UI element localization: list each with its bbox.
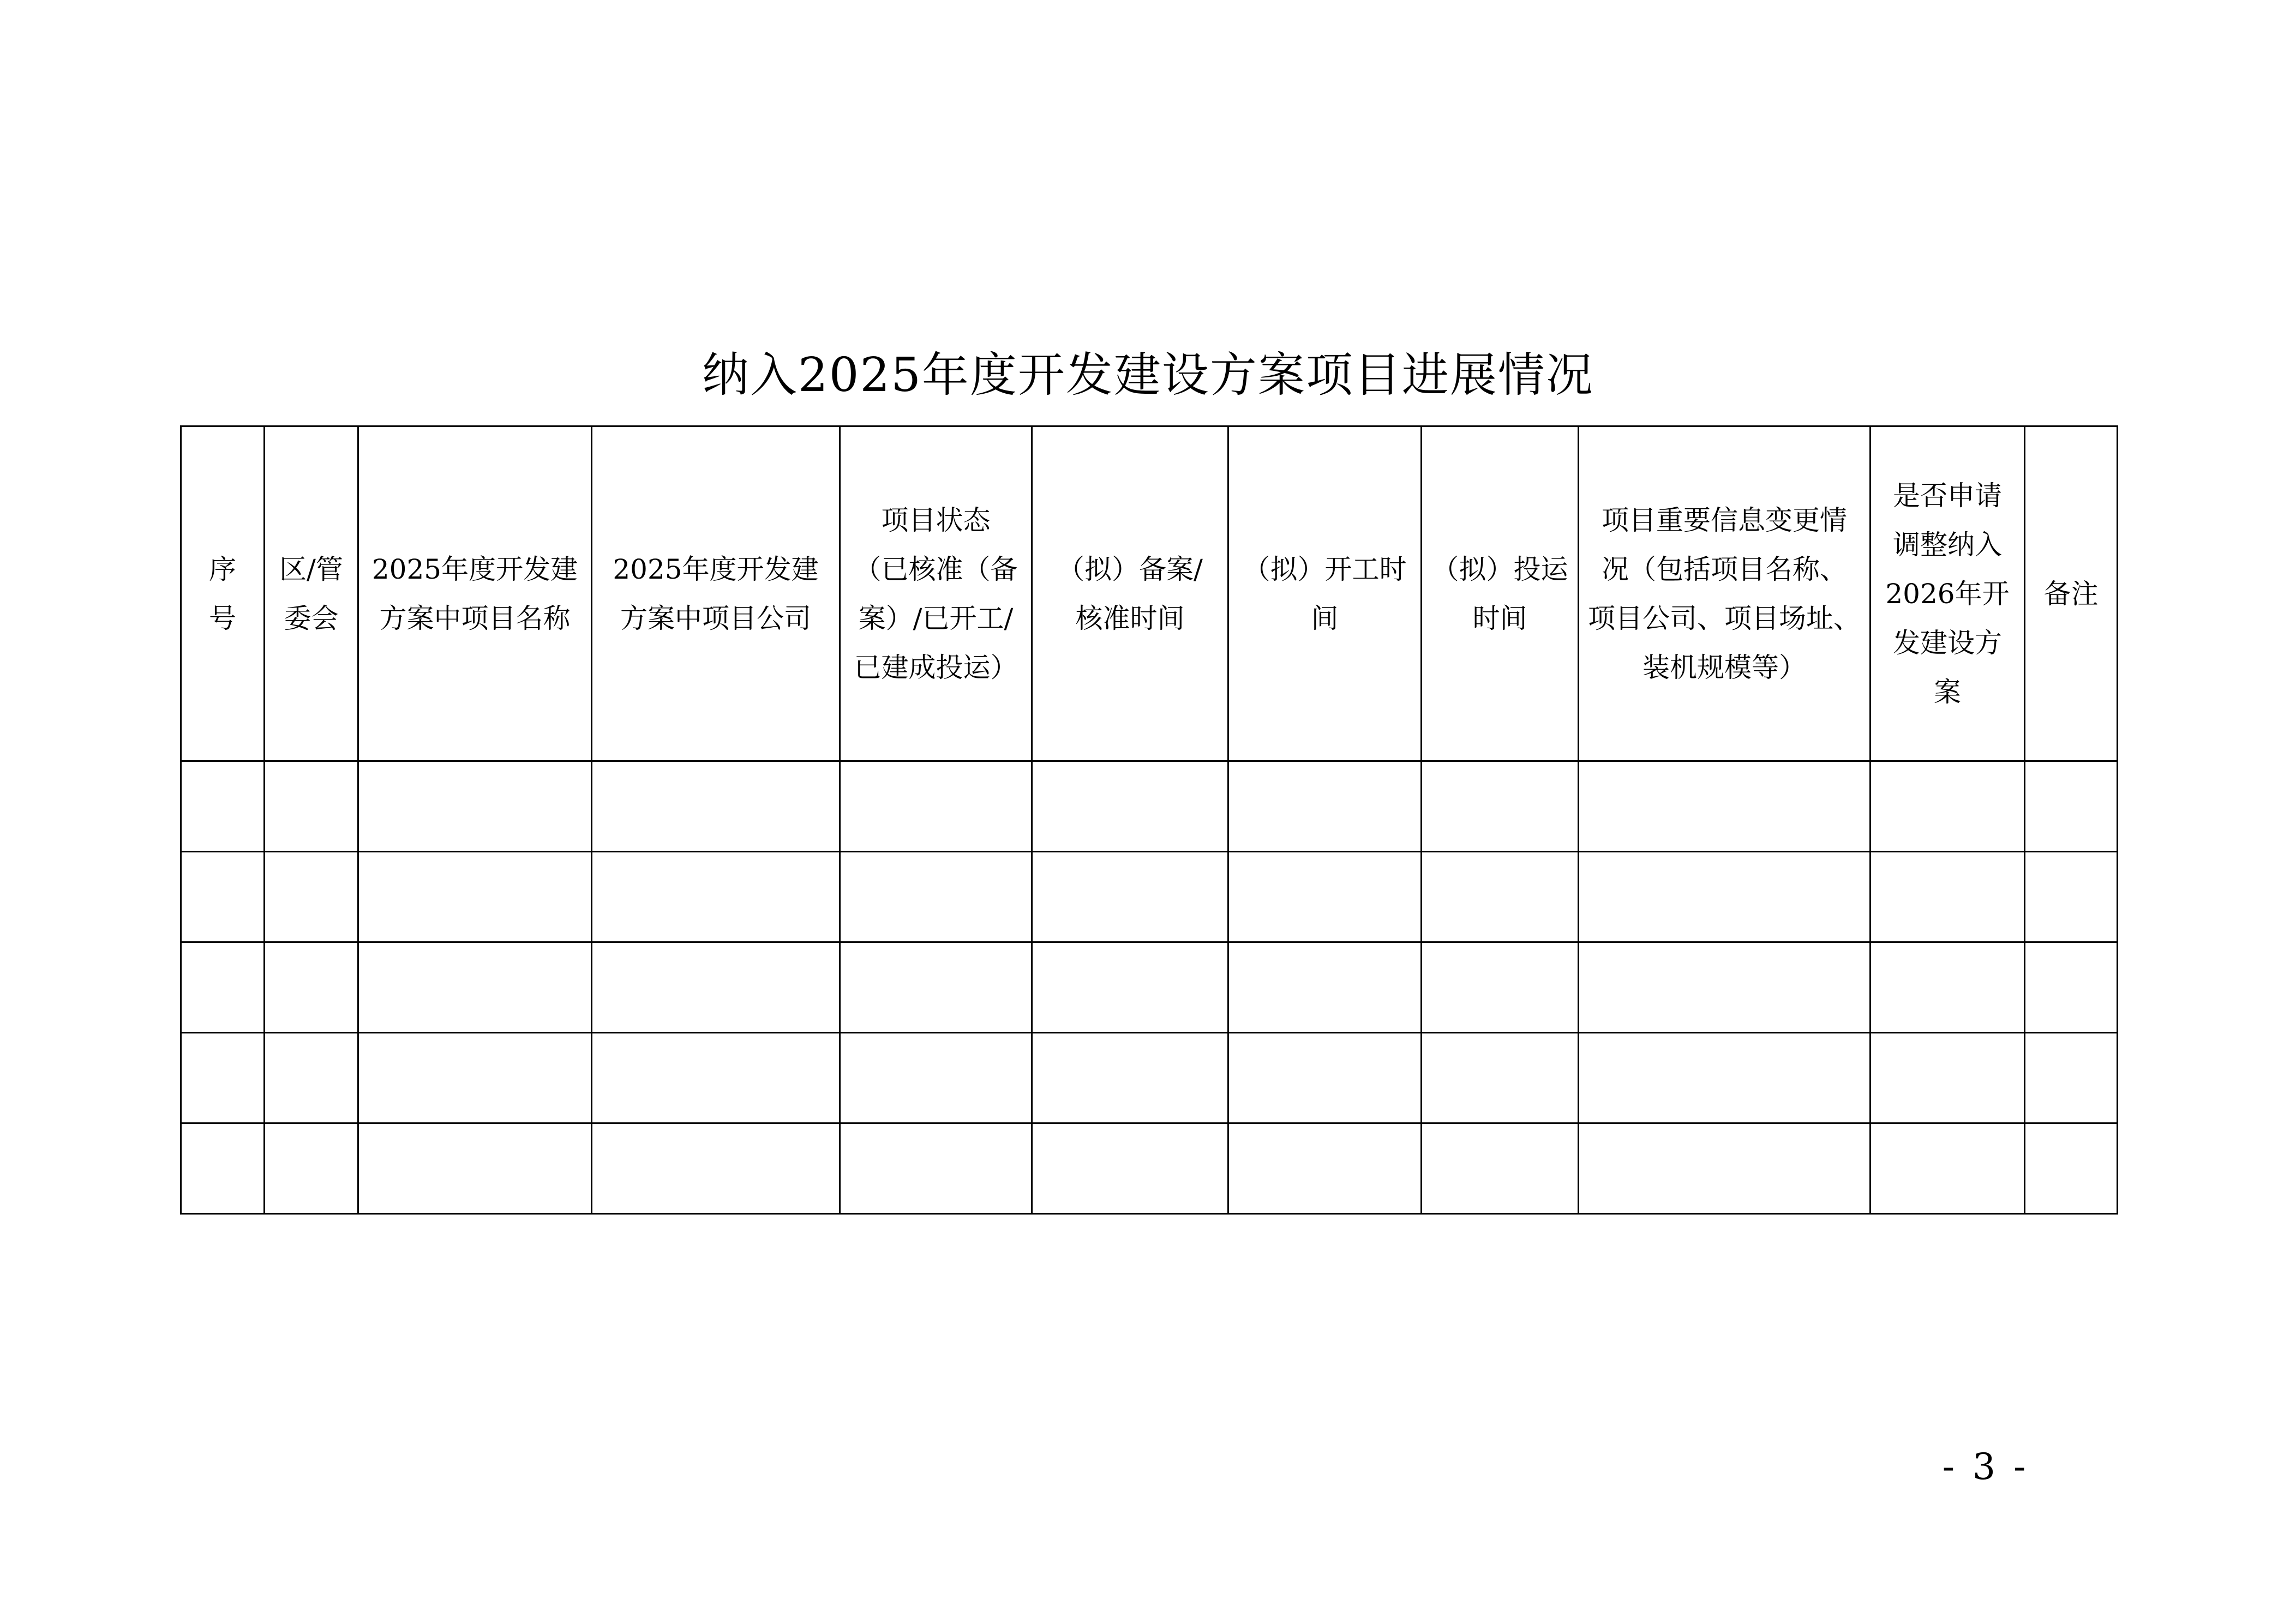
table-cell[interactable] xyxy=(265,942,358,1033)
table-cell[interactable] xyxy=(1871,1033,2025,1123)
table-header-row xyxy=(181,426,2118,761)
table-cell[interactable] xyxy=(2025,942,2118,1033)
header-info-changes: 项目重要信息变更情 况（包括项目名称、 项目公司、项目场址、 装机规模等） xyxy=(1579,426,1871,761)
page-title: 纳入2025年度开发建设方案项目进展情况 xyxy=(702,348,1594,402)
table-cell[interactable] xyxy=(592,1033,840,1123)
table-cell[interactable] xyxy=(1228,942,1422,1033)
table-cell[interactable] xyxy=(265,1123,358,1214)
table-row xyxy=(181,1033,2118,1123)
table-cell[interactable] xyxy=(1228,1123,1422,1214)
table-row xyxy=(181,1123,2118,1214)
table-row xyxy=(181,761,2118,852)
table-cell[interactable] xyxy=(1032,761,1228,852)
table-cell[interactable] xyxy=(2025,1033,2118,1123)
table-cell[interactable] xyxy=(1579,1123,1871,1214)
header-project-name: 2025年度开发建 方案中项目名称 xyxy=(358,426,592,761)
table-cell[interactable] xyxy=(1871,1123,2025,1214)
table-cell[interactable] xyxy=(2025,852,2118,942)
header-district: 区/管 委会 xyxy=(265,426,358,761)
table-cell[interactable] xyxy=(358,1123,592,1214)
table-cell[interactable] xyxy=(1579,761,1871,852)
table-row xyxy=(181,942,2118,1033)
table-cell[interactable] xyxy=(1032,942,1228,1033)
table-cell[interactable] xyxy=(1228,761,1422,852)
table-cell[interactable] xyxy=(265,1033,358,1123)
progress-table xyxy=(180,425,2118,1215)
table-cell[interactable] xyxy=(1579,852,1871,942)
table-cell[interactable] xyxy=(358,942,592,1033)
table-cell[interactable] xyxy=(840,1033,1032,1123)
table-cell[interactable] xyxy=(1422,942,1579,1033)
table-cell[interactable] xyxy=(181,942,265,1033)
table-row xyxy=(181,852,2118,942)
table-cell[interactable] xyxy=(840,1123,1032,1214)
table-cell[interactable] xyxy=(840,852,1032,942)
table-cell[interactable] xyxy=(1422,1033,1579,1123)
header-remarks: 备注 xyxy=(2025,426,2118,761)
header-project-status: 项目状态 （已核准（备 案）/已开工/ 已建成投运） xyxy=(840,426,1032,761)
header-project-company: 2025年度开发建 方案中项目公司 xyxy=(592,426,840,761)
table-cell[interactable] xyxy=(1871,852,2025,942)
table-cell[interactable] xyxy=(1422,852,1579,942)
table-cell[interactable] xyxy=(1871,942,2025,1033)
table-cell[interactable] xyxy=(2025,1123,2118,1214)
table-cell[interactable] xyxy=(1579,1033,1871,1123)
header-approval-time: （拟）备案/ 核准时间 xyxy=(1032,426,1228,761)
table-cell[interactable] xyxy=(592,852,840,942)
table-cell[interactable] xyxy=(1228,1033,1422,1123)
table-cell[interactable] xyxy=(1422,761,1579,852)
table-cell[interactable] xyxy=(592,761,840,852)
table-cell[interactable] xyxy=(1032,1123,1228,1214)
table-cell[interactable] xyxy=(592,942,840,1033)
table-cell[interactable] xyxy=(1228,852,1422,942)
table-cell[interactable] xyxy=(265,852,358,942)
table-cell[interactable] xyxy=(592,1123,840,1214)
table-cell[interactable] xyxy=(358,1033,592,1123)
table-cell[interactable] xyxy=(1422,1123,1579,1214)
header-start-time: （拟）开工时 间 xyxy=(1228,426,1422,761)
page-number: - 3 - xyxy=(1942,1446,2029,1488)
table-cell[interactable] xyxy=(840,942,1032,1033)
table-cell[interactable] xyxy=(181,1033,265,1123)
table-cell[interactable] xyxy=(1032,852,1228,942)
table-cell[interactable] xyxy=(1032,1033,1228,1123)
table-cell[interactable] xyxy=(181,761,265,852)
table-cell[interactable] xyxy=(265,761,358,852)
table-cell[interactable] xyxy=(181,852,265,942)
table-cell[interactable] xyxy=(358,852,592,942)
table-cell[interactable] xyxy=(840,761,1032,852)
header-serial-number: 序 号 xyxy=(181,426,265,761)
header-adjust-2026: 是否申请 调整纳入 2026年开 发建设方 案 xyxy=(1871,426,2025,761)
header-operation-time: （拟）投运 时间 xyxy=(1422,426,1579,761)
table-cell[interactable] xyxy=(2025,761,2118,852)
table-cell[interactable] xyxy=(1579,942,1871,1033)
table-cell[interactable] xyxy=(358,761,592,852)
table-cell[interactable] xyxy=(181,1123,265,1214)
table-cell[interactable] xyxy=(1871,761,2025,852)
